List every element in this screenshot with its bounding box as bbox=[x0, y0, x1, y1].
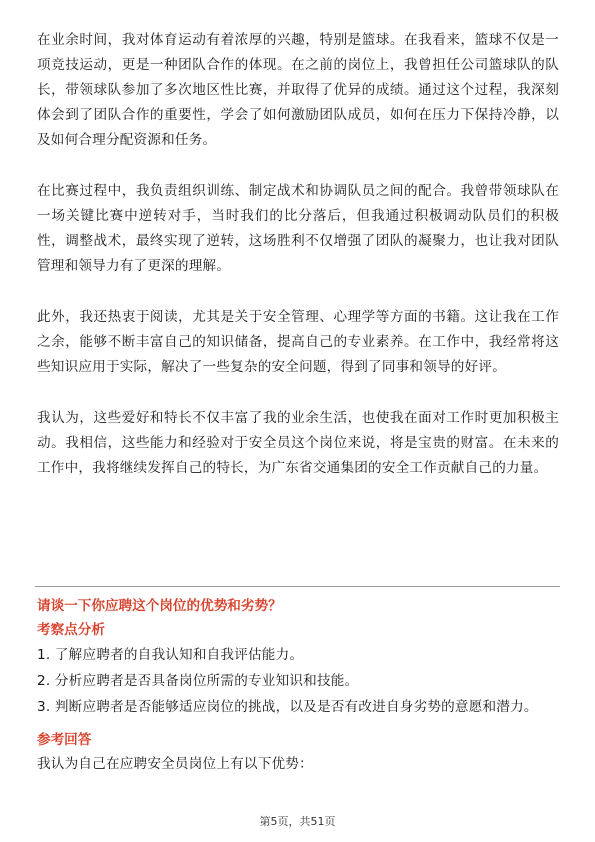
answer-text: 我认为自己在应聘安全员岗位上有以下优势： bbox=[37, 756, 313, 772]
body-text bbox=[37, 28, 559, 481]
paragraph-match-experience: 在比赛过程中，我负责组织训练、制定战术和协调队员之间的配合。我曾带领球队在一场关键比赛中逆转对手，当时我们的比分落后，但我通过积极调动队员们的积极性，调整战术，最终实现了逆转，这场胜利不仅增强了团队的凝聚力，也让我对团队管理和领导力有了更深的理解。 bbox=[37, 183, 559, 274]
analysis-item: 3. 判断应聘者是否能够适应岗位的挑战，以及是否有改进自身劣势的意愿和潜力。 bbox=[37, 699, 538, 715]
interview-question: 请谈一下你应聘这个岗位的优势和劣势？ bbox=[37, 598, 282, 614]
question-section bbox=[37, 594, 559, 776]
page-number: 第5页，共51页 bbox=[259, 815, 336, 828]
section-divider bbox=[35, 586, 560, 587]
answer-title: 参考回答 bbox=[37, 732, 92, 748]
analysis-title: 考察点分析 bbox=[37, 622, 105, 638]
paragraph-hobbies-basketball: 在业余时间，我对体育运动有着浓厚的兴趣，特别是篮球。在我看来，篮球不仅是一项竞技运动，更是一种团队合作的体现。在之前的岗位上，我曾担任公司篮球队的队长，带领球队参加了多次地区性比赛，并取得了优异的成绩。通过这个过程，我深刻体会到了团队合作的重要性，学会了如何激励团队成员，如何在压力下保持冷静，以及如何合理分配资源和任务。 bbox=[37, 32, 559, 148]
analysis-item: 2. 分析应聘者是否具备岗位所需的专业知识和技能。 bbox=[37, 673, 359, 689]
paragraph-conclusion: 我认为，这些爱好和特长不仅丰富了我的业余生活，也使我在面对工作时更加积极主动。我相信，这些能力和经验对于安全员这个岗位来说，将是宝贵的财富。在未来的工作中，我将继续发挥自己的特长，为广东省交通集团的安全工作贡献自己的力量。 bbox=[37, 410, 559, 476]
analysis-item: 1. 了解应聘者的自我认知和自我评估能力。 bbox=[37, 647, 304, 663]
paragraph-reading: 此外，我还热衷于阅读，尤其是关于安全管理、心理学等方面的书籍。这让我在工作之余，能够不断丰富自己的知识储备，提高自己的专业素养。在工作中，我经常将这些知识应用于实际，解决了一些复杂的安全问题，得到了同事和领导的好评。 bbox=[37, 309, 559, 375]
